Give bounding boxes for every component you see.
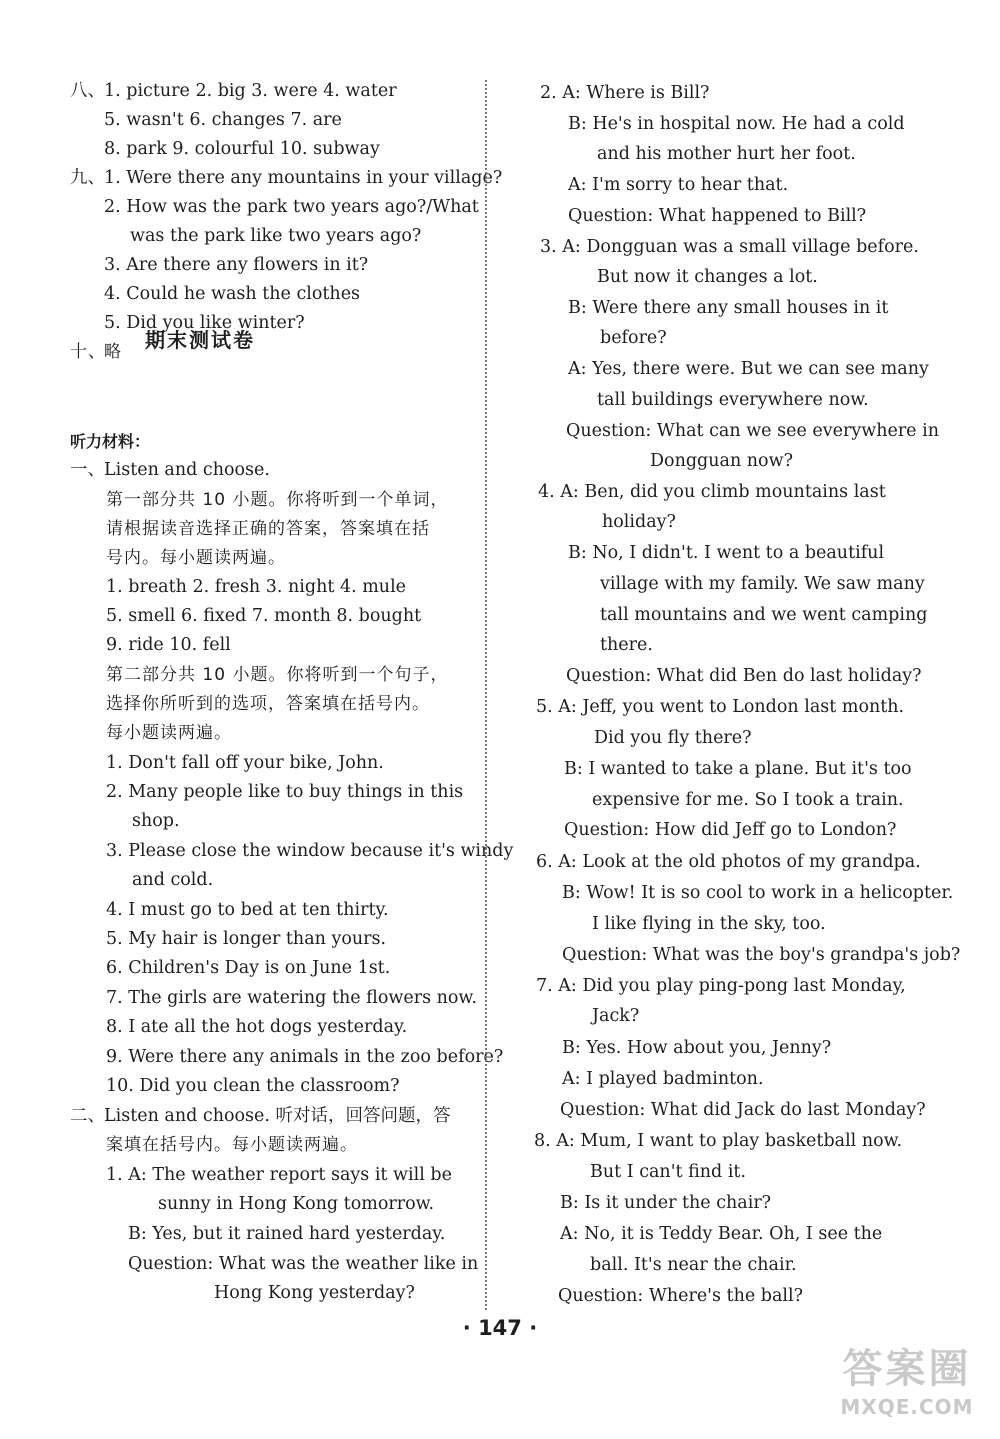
sentence: and cold. bbox=[132, 870, 214, 890]
listening-label: 听力材料： bbox=[70, 432, 151, 451]
section-10-marker: 十、 bbox=[70, 342, 106, 362]
dialogue-line: 2. A: Where is Bill? bbox=[540, 83, 710, 103]
dialogue-line: ball. It's near the chair. bbox=[590, 1255, 797, 1275]
sentence: shop. bbox=[132, 811, 180, 831]
dialogue-line: and his mother hurt her foot. bbox=[597, 144, 856, 164]
question-line: Question: What did Ben do last holiday? bbox=[566, 666, 922, 686]
dialogue-line: 3. A: Dongguan was a small village before. bbox=[540, 237, 919, 257]
dialogue-line: holiday? bbox=[602, 512, 676, 532]
sentence: 2. Many people like to buy things in this bbox=[106, 782, 464, 802]
sentence: 4. I must go to bed at ten thirty. bbox=[106, 900, 389, 920]
dialogue-line: 7. A: Did you play ping-pong last Monday, bbox=[536, 976, 906, 996]
answer-row: 8. park 9. colourful 10. subway bbox=[104, 139, 380, 159]
sentence: 7. The girls are watering the flowers now. bbox=[106, 988, 477, 1008]
sentence: 5. My hair is longer than yours. bbox=[106, 929, 387, 949]
answer-row: 4. Could he wash the clothes bbox=[104, 284, 361, 304]
dialogue-line: 1. A: The weather report says it will be bbox=[106, 1165, 452, 1185]
dialogue-line: B: Wow! It is so cool to work in a helicopter. bbox=[562, 883, 954, 903]
part-2-title: Listen and choose. 听对话，回答问题，答 bbox=[104, 1106, 451, 1126]
page-number: · 147 · bbox=[462, 1316, 538, 1340]
column-divider bbox=[485, 80, 487, 1310]
dialogue-line: Jack? bbox=[592, 1006, 640, 1026]
answer-row: 5. wasn't 6. changes 7. are bbox=[104, 110, 342, 130]
dialogue-line: 8. A: Mum, I want to play basketball now. bbox=[534, 1131, 903, 1151]
dialogue-line: B: Yes, but it rained hard yesterday. bbox=[128, 1224, 446, 1244]
dialogue-line: Did you fly there? bbox=[594, 728, 752, 748]
question-line: Question: What was the weather like in bbox=[128, 1254, 479, 1274]
sentence: 3. Please close the window because it's windy bbox=[106, 841, 514, 861]
dialogue-line: sunny in Hong Kong tomorrow. bbox=[158, 1194, 435, 1214]
word-list: 1. breath 2. fresh 3. night 4. mule bbox=[106, 577, 407, 597]
dialogue-line: But I can't find it. bbox=[590, 1162, 747, 1182]
dialogue-line: village with my family. We saw many bbox=[600, 574, 925, 594]
dialogue-line: B: He's in hospital now. He had a cold bbox=[568, 114, 905, 134]
dialogue-line: 5. A: Jeff, you went to London last month. bbox=[536, 697, 905, 717]
dialogue-line: B: Is it under the chair? bbox=[560, 1193, 772, 1213]
dialogue-line: A: I'm sorry to hear that. bbox=[568, 175, 789, 195]
word-list: 5. smell 6. fixed 7. month 8. bought bbox=[106, 606, 422, 626]
dialogue-line: 6. A: Look at the old photos of my grandpa. bbox=[536, 852, 921, 872]
question-line: Question: What did Jack do last Monday? bbox=[560, 1100, 926, 1120]
instruction-line: 请根据读音选择正确的答案，答案填在括 bbox=[106, 519, 430, 539]
sentence: 6. Children's Day is on June 1st. bbox=[106, 958, 391, 978]
instruction-line: 第二部分共 10 小题。你将听到一个句子， bbox=[106, 665, 449, 685]
answer-row: was the park like two years ago? bbox=[130, 226, 422, 246]
watermark-logo: 答案圈 bbox=[842, 1346, 972, 1392]
dialogue-line: But now it changes a lot. bbox=[597, 267, 818, 287]
sentence: 1. Don't fall off your bike, John. bbox=[106, 753, 384, 773]
sentence: 9. Were there any animals in the zoo before? bbox=[106, 1047, 504, 1067]
dialogue-line: B: No, I didn't. I went to a beautiful bbox=[568, 543, 885, 563]
instruction-line: 案填在括号内。每小题读两遍。 bbox=[106, 1135, 358, 1155]
question-line: Question: What was the boy's grandpa's job? bbox=[562, 945, 961, 965]
question-line: Question: How did Jeff go to London? bbox=[564, 820, 897, 840]
dialogue-line: B: I wanted to take a plane. But it's too bbox=[564, 759, 912, 779]
dialogue-line: tall mountains and we went camping bbox=[600, 605, 928, 625]
question-line: Hong Kong yesterday? bbox=[214, 1283, 415, 1303]
answer-row: 1. Were there any mountains in your village? bbox=[104, 168, 503, 188]
section-8-marker: 八、 bbox=[70, 81, 105, 101]
word-list: 9. ride 10. fell bbox=[106, 635, 231, 655]
answer-row: 3. Are there any flowers in it? bbox=[104, 255, 369, 275]
instruction-line: 选择你所听到的选项，答案填在括号内。 bbox=[106, 694, 430, 714]
part-1-marker: 一、 bbox=[70, 460, 105, 480]
instruction-line: 第一部分共 10 小题。你将听到一个单词， bbox=[106, 490, 449, 510]
watermark bbox=[822, 1343, 992, 1433]
question-line: Question: Where's the ball? bbox=[558, 1286, 803, 1306]
section-10-text: 略 bbox=[104, 342, 122, 362]
dialogue-line: A: I played badminton. bbox=[562, 1069, 764, 1089]
answer-row: 2. How was the park two years ago?/What bbox=[104, 197, 479, 217]
dialogue-line: B: Were there any small houses in it bbox=[568, 298, 889, 318]
sentence: 8. I ate all the hot dogs yesterday. bbox=[106, 1017, 408, 1037]
dialogue-line: A: No, it is Teddy Bear. Oh, I see the bbox=[560, 1224, 883, 1244]
instruction-line: 号内。每小题读两遍。 bbox=[106, 548, 286, 568]
dialogue-line: expensive for me. So I took a train. bbox=[592, 790, 904, 810]
question-line: Question: What can we see everywhere in bbox=[566, 421, 939, 441]
part-1-title: Listen and choose. bbox=[104, 460, 270, 480]
dialogue-line: before? bbox=[600, 328, 667, 348]
dialogue-line: tall buildings everywhere now. bbox=[597, 390, 869, 410]
question-line: Dongguan now? bbox=[650, 451, 793, 471]
dialogue-line: A: Yes, there were. But we can see many bbox=[568, 359, 929, 379]
answer-row: 5. Did you like winter? bbox=[104, 313, 305, 333]
sentence: 10. Did you clean the classroom? bbox=[106, 1076, 400, 1096]
instruction-line: 每小题读两遍。 bbox=[106, 723, 232, 743]
section-9-marker: 九、 bbox=[70, 168, 105, 188]
watermark-url: MXQE.COM bbox=[840, 1395, 974, 1419]
exam-title: 期末测试卷 bbox=[145, 328, 255, 352]
dialogue-line: I like flying in the sky, too. bbox=[592, 914, 826, 934]
answer-row: 1. picture 2. big 3. were 4. water bbox=[104, 81, 397, 101]
question-line: Question: What happened to Bill? bbox=[568, 206, 867, 226]
dialogue-line: B: Yes. How about you, Jenny? bbox=[562, 1038, 832, 1058]
part-2-marker: 二、 bbox=[70, 1106, 105, 1126]
dialogue-line: there. bbox=[600, 635, 653, 655]
dialogue-line: 4. A: Ben, did you climb mountains last bbox=[538, 482, 886, 502]
